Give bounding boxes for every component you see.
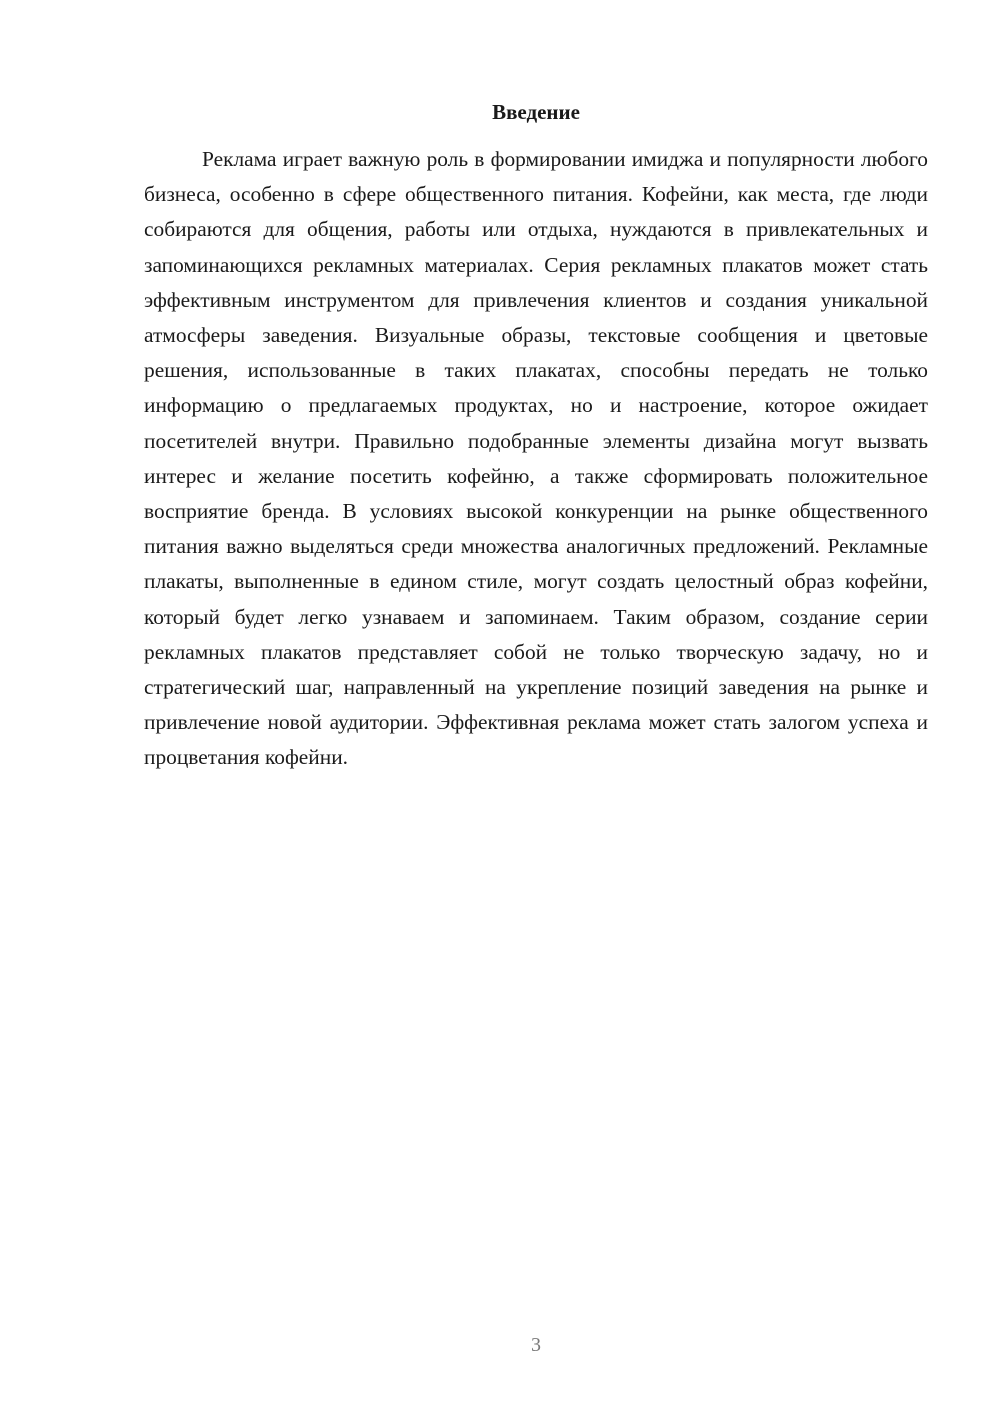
- page-number: 3: [531, 1334, 541, 1356]
- section-heading: Введение: [492, 100, 580, 124]
- body-paragraph: Реклама играет важную роль в формировании имиджа и популярности любого бизнеса, особенно в сфере общественного питания. Кофейни, как места, где люди собираются для общения, работы или отдыха, нуждаются в привлекательных и запоминающихся рекламных материалах. Серия рекламных плакатов может стать эффективным инструментом для привлечения клиентов и создания уникальной атмосферы заведения. Визуальные образы, текстовые сообщения и цветовые решения, использованные в таких плакатах, способны передать не только информацию о предлагаемых продуктах, но и настроение, которое ожидает посетителей внутри. Правильно подобранные элементы дизайна могут вызвать интерес и желание посетить кофейню, а также сформировать положительное восприятие бренда. В условиях высокой конкуренции на рынке общественного питания важно выделяться среди множества аналогичных предложений. Рекламные плакаты, выполненные в едином стиле, могут создать целостный образ кофейни, который будет легко узнаваем и запоминаем. Таким образом, создание серии рекламных плакатов представляет собой не только творческую задачу, но и стратегический шаг, направленный на укрепление позиций заведения на рынке и привлечение новой аудитории. Эффективная реклама может стать залогом успеха и процветания кофейни.: [144, 147, 928, 770]
